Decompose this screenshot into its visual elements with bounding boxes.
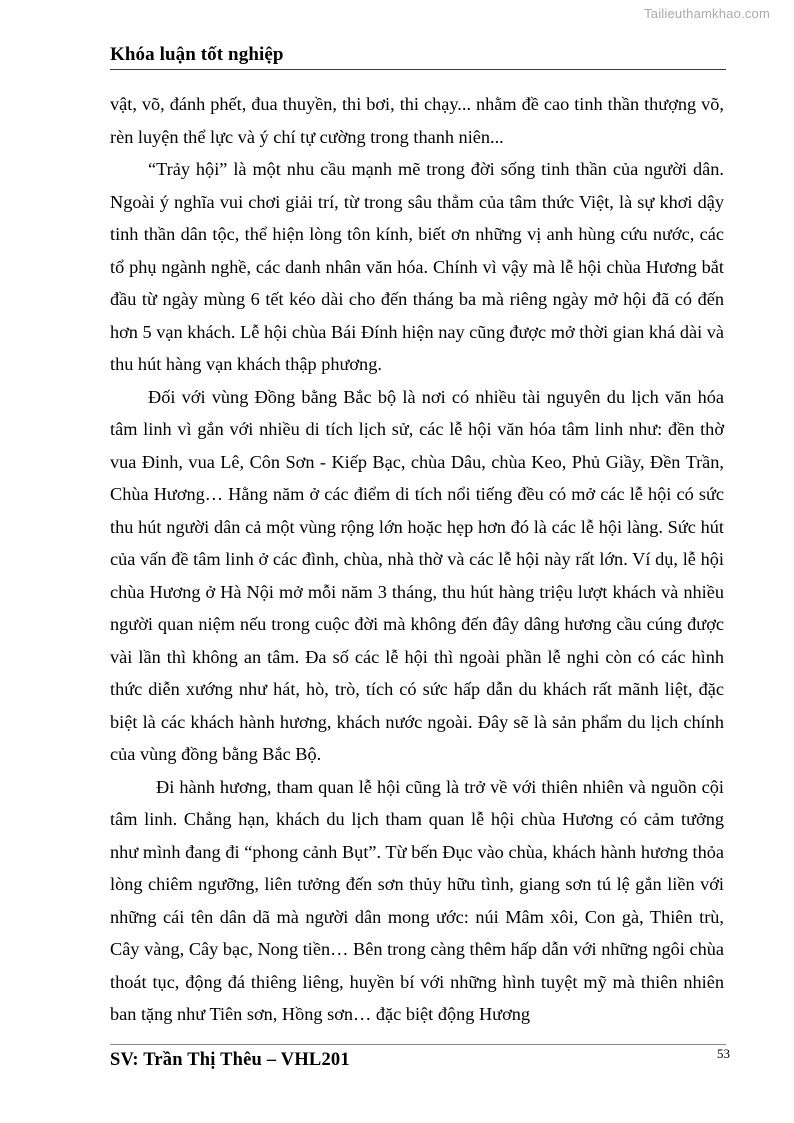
body-paragraph-4: Đi hành hương, tham quan lễ hội cũng là trở về với thiên nhiên và nguồn cội tâm linh. Chẳng hạn, khách du lịch tham quan lễ hội chùa Hương có cảm tưởng như mình đang đi “phong cảnh Bụt”. Từ bến Đục vào chùa, khách hành hương thỏa lòng chiêm ngưỡng, liên tưởng đến sơn thủy hữu tình, giang sơn tú lệ gắn liền với những cái tên dân dã mà người dân mong ước: núi Mâm xôi, Con gà, Thiên trù, Cây vàng, Cây bạc, Nong tiền… Bên trong càng thêm hấp dẫn với những ngôi chùa thoát tục, động đá thiêng liêng, huyền bí với những hình tuyệt mỹ mà thiên nhiên ban tặng như Tiên sơn, Hồng sơn… đặc biệt động Hương <box>110 776 724 1024</box>
header-divider <box>110 69 726 70</box>
footer-divider <box>110 1044 726 1045</box>
body-paragraph-1: vật, võ, đánh phết, đua thuyền, thi bơi, thi chạy... nhằm đề cao tinh thần thượng võ, rèn luyện thể lực và ý chí tự cường trong thanh niên... <box>110 94 724 147</box>
footer-student-line: SV: Trần Thị Thêu – VHL201 <box>110 1050 350 1070</box>
body-paragraph-3: Đối với vùng Đồng bằng Bắc bộ là nơi có nhiều tài nguyên du lịch văn hóa tâm linh vì gắn với nhiều di tích lịch sử, các lễ hội văn hóa tâm linh như: đền thờ vua Đinh, vua Lê, Côn Sơn - Kiếp Bạc, chùa Dâu, chùa Keo, Phủ Giầy, Đền Trần, Chùa Hương… Hằng năm ở các điểm di tích nổi tiếng đều có mở các lễ hội có sức thu hút người dân cả một vùng rộng lớn hoặc hẹp hơn đó là các lễ hội làng. Sức hút của vấn đề tâm linh ở các đình, chùa, nhà thờ và các lễ hội này rất lớn. Ví dụ, lễ hội chùa Hương ở Hà Nội mở mỗi năm 3 tháng, thu hút hàng triệu lượt khách và nhiều người quan niệm nếu trong cuộc đời mà không đến đây dâng hương cầu cúng được vài lần thì không an tâm. Đa số các lễ hội thì ngoài phần lễ nghi còn có các hình thức diễn xướng như hát, hò, trò, tích có sức hấp dẫn du khách rất mãnh liệt, đặc biệt là các khách hành hương, khách nước ngoài. Đây sẽ là sản phẩm du lịch chính của vùng đồng bằng Bắc Bộ. <box>110 386 724 764</box>
footer-row <box>110 1046 730 1078</box>
document-body <box>110 88 724 1031</box>
body-paragraph-2: “Trảy hội” là một nhu cầu mạnh mẽ trong đời sống tinh thần của người dân. Ngoài ý nghĩa vui chơi giải trí, từ trong sâu thẳm của tâm thức Việt, là sự khơi dậy tinh thần dân tộc, thể hiện lòng tôn kính, biết ơn những vị anh hùng cứu nước, các tổ phụ ngành nghề, các danh nhân văn hóa. Chính vì vậy mà lễ hội chùa Hương bắt đầu từ ngày mùng 6 tết kéo dài cho đến tháng ba mà riêng ngày mở hội đã có đến hơn 5 vạn khách. Lễ hội chùa Bái Đính hiện nay cũng được mở thời gian khá dài và thu hút hàng vạn khách thập phương. <box>110 159 724 374</box>
header-title: Khóa luận tốt nghiệp <box>110 44 284 65</box>
page-footer <box>110 1044 730 1078</box>
watermark: Tailieuthamkhao.com <box>644 6 770 21</box>
page-header <box>110 44 726 70</box>
page-number: 53 <box>717 1046 730 1061</box>
